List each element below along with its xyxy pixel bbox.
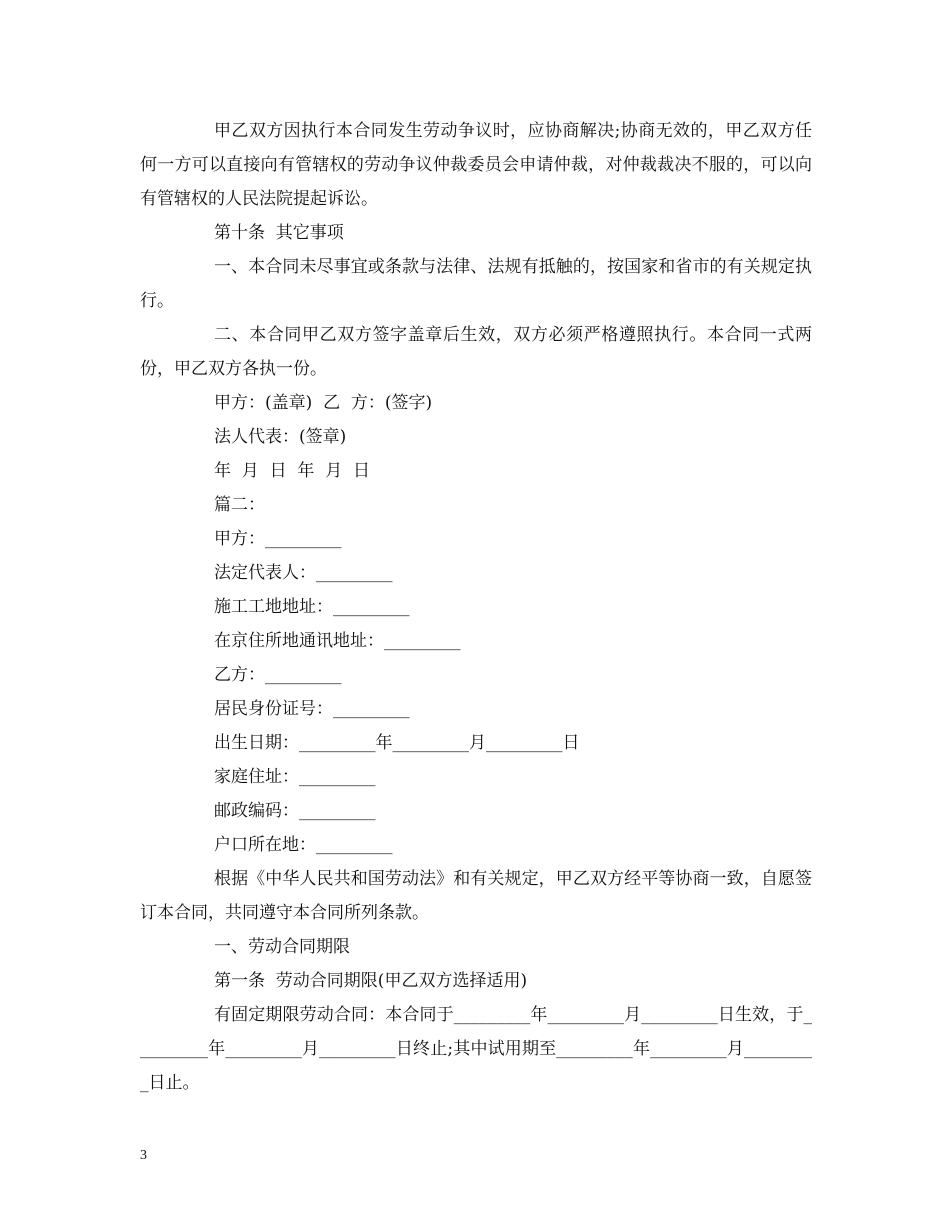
field-postal-code: 邮政编码：_________	[214, 801, 376, 821]
field-home-address: 家庭住址：_________	[214, 767, 376, 787]
field-party-b: 乙方：_________	[214, 665, 342, 685]
paragraph-article-10-item-1: 一、本合同未尽事宜或条款与法律、法规有抵触的，按国家和省市的有关规定执行。	[140, 257, 812, 311]
paragraph-fixed-term-contract: 有固定期限劳动合同：本合同于_________年_________月_________日生效，于_________年_________月_________日终止;其中试用期至_________年_________月_________日止。	[140, 1005, 812, 1093]
field-household-registration: 户口所在地：_________	[214, 835, 393, 855]
paragraph-dispute-resolution: 甲乙双方因执行本合同发生劳动争议时，应协商解决;协商无效的，甲乙双方任何一方可以直接向有管辖权的劳动争议仲裁委员会申请仲裁，对仲裁裁决不服的，可以向有管辖权的人民法院提起诉讼。	[140, 121, 812, 209]
section-heading-part-2: 篇二：	[214, 495, 265, 515]
signature-line-parties: 甲方：(盖章) 乙 方：(签字)	[214, 393, 433, 413]
field-birth-date: 出生日期：_________年_________月_________日	[214, 733, 580, 753]
paragraph-article-10-item-2: 二、本合同甲乙双方签字盖章后生效，双方必须严格遵照执行。本合同一式两份，甲乙双方各执一份。	[140, 325, 812, 379]
field-party-a: 甲方：_________	[214, 529, 342, 549]
field-legal-representative: 法定代表人：_________	[214, 563, 393, 583]
document-body	[140, 114, 812, 1100]
field-id-number: 居民身份证号：_________	[214, 699, 410, 719]
signature-line-legal-rep: 法人代表：(签章)	[214, 427, 347, 447]
signature-line-dates: 年 月 日 年 月 日	[214, 461, 371, 481]
field-site-address: 施工工地地址：_________	[214, 597, 410, 617]
paragraph-article-10-heading: 第十条 其它事项	[214, 223, 344, 243]
article-1-heading: 第一条 劳动合同期限(甲乙双方选择适用)	[214, 971, 528, 991]
field-beijing-address: 在京住所地通讯地址：_________	[214, 631, 461, 651]
section-heading-contract-term: 一、劳动合同期限	[214, 937, 350, 957]
page-number: 3	[140, 1148, 147, 1163]
paragraph-preamble: 根据《中华人民共和国劳动法》和有关规定，甲乙双方经平等协商一致，自愿签订本合同，共同遵守本合同所列条款。	[140, 869, 812, 923]
